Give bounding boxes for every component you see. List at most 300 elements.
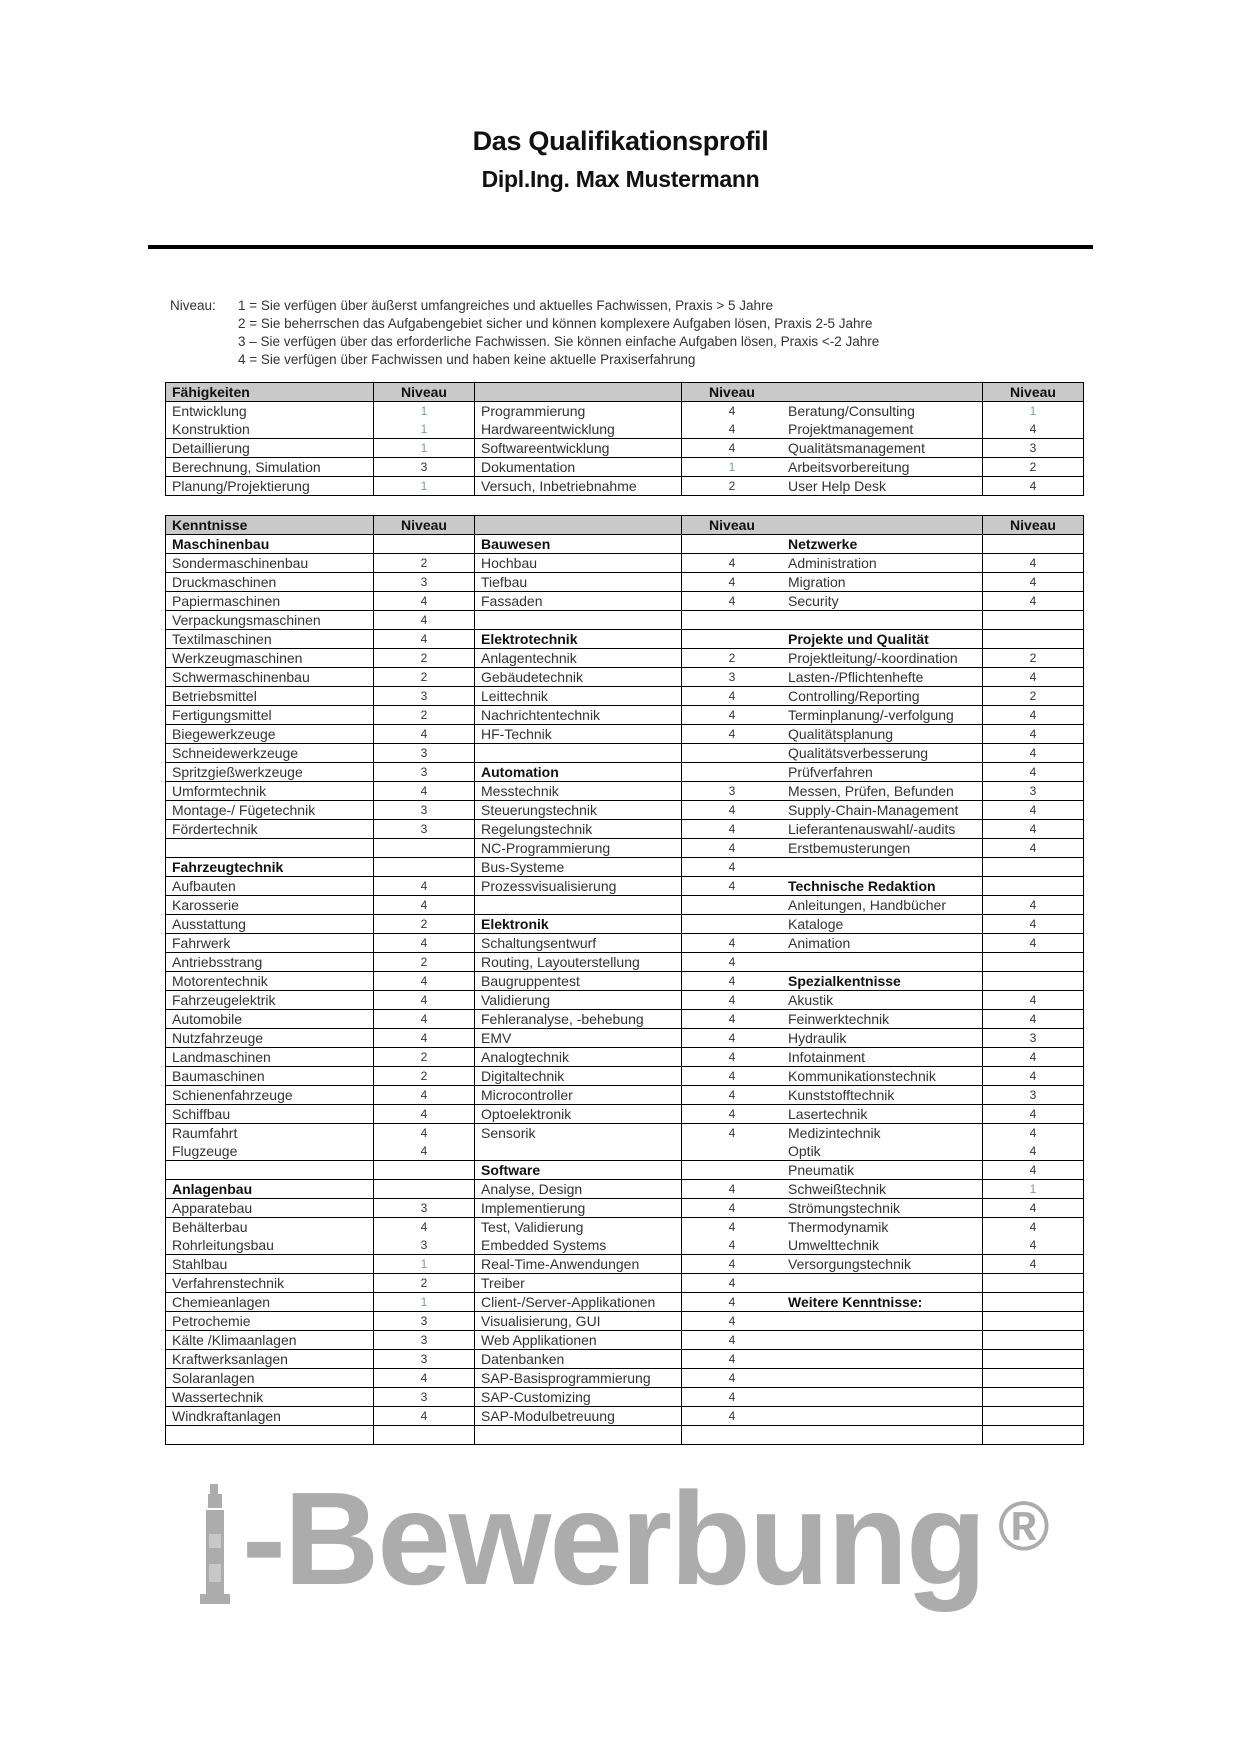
table-row (166, 1161, 1084, 1180)
niveau-cell (983, 535, 1084, 554)
table-row (166, 839, 1084, 858)
skill-name-cell: Analogtechnik (475, 1048, 682, 1067)
niveau-cell: 3 (374, 1312, 475, 1331)
niveau-cell (983, 972, 1084, 991)
niveau-cell: 4 (983, 915, 1084, 934)
skill-name-cell: SAP-Modulbetreuung (475, 1407, 682, 1426)
niveau-cell: 4 (682, 573, 783, 592)
skill-name-cell: Aufbauten (166, 877, 374, 896)
table-row (166, 1388, 1084, 1407)
skill-name-cell: Validierung (475, 991, 682, 1010)
skill-name-cell (782, 1407, 983, 1426)
niveau-cell: 4 (682, 839, 783, 858)
niveau-cell (682, 611, 783, 630)
niveau-cell: 1 (374, 477, 475, 496)
niveau-cell: 4 (983, 1142, 1084, 1161)
skill-name-cell: Security (782, 592, 983, 611)
table-row (166, 858, 1084, 877)
niveau-cell: 4 (983, 1010, 1084, 1029)
table-row (166, 991, 1084, 1010)
skill-name-cell: Landmaschinen (166, 1048, 374, 1067)
skill-name-cell (475, 611, 682, 630)
skill-name-cell: Lasertechnik (782, 1105, 983, 1124)
niveau-cell (374, 1161, 475, 1180)
niveau-cell (983, 1312, 1084, 1331)
table-row (166, 630, 1084, 649)
legend-line-4: 4 = Sie verfügen über Fachwissen und haben keine aktuelle Praxiserfahrung (238, 352, 696, 367)
skill-name-cell: SAP-Customizing (475, 1388, 682, 1407)
col-header-faehigkeiten: Fähigkeiten (166, 383, 374, 402)
niveau-cell (374, 858, 475, 877)
table-row (166, 877, 1084, 896)
skill-name-cell (782, 1331, 983, 1350)
niveau-cell: 4 (983, 1048, 1084, 1067)
niveau-cell: 2 (374, 1274, 475, 1293)
table-row (166, 439, 1084, 458)
niveau-cell (983, 877, 1084, 896)
niveau-cell: 4 (374, 611, 475, 630)
table-row (166, 915, 1084, 934)
table-row (166, 972, 1084, 991)
table-row (166, 611, 1084, 630)
registered-mark-icon: ® (998, 1487, 1050, 1565)
skill-name-cell (166, 1426, 374, 1445)
skill-name-cell: Schweißtechnik (782, 1180, 983, 1199)
table-row (166, 649, 1084, 668)
table-row (166, 1407, 1084, 1426)
niveau-cell: 4 (983, 706, 1084, 725)
skill-name-cell: Hochbau (475, 554, 682, 573)
skill-name-cell: Verpackungsmaschinen (166, 611, 374, 630)
skill-name-cell: Motorentechnik (166, 972, 374, 991)
niveau-cell: 1 (983, 1180, 1084, 1199)
niveau-cell: 4 (374, 1218, 475, 1237)
niveau-cell: 4 (374, 1369, 475, 1388)
skill-name-cell: Schienenfahrzeuge (166, 1086, 374, 1105)
skill-name-cell: Konstruktion (166, 420, 374, 439)
header-divider (148, 245, 1093, 249)
niveau-cell: 4 (682, 1010, 783, 1029)
niveau-cell: 4 (682, 592, 783, 611)
table-row (166, 592, 1084, 611)
table-row (166, 1048, 1084, 1067)
table-row (166, 706, 1084, 725)
niveau-cell: 4 (374, 725, 475, 744)
table-row (166, 1236, 1084, 1255)
skill-name-cell: Digitaltechnik (475, 1067, 682, 1086)
niveau-cell: 3 (983, 1029, 1084, 1048)
legend-line-3: 3 – Sie verfügen über das erforderliche Fachwissen. Sie können einfache Aufgaben lösen, Praxis <-2 Jahre (238, 334, 880, 349)
table-row (166, 1180, 1084, 1199)
category-heading-cell: Maschinenbau (166, 535, 374, 554)
table-row (166, 1293, 1084, 1312)
niveau-cell: 1 (374, 1255, 475, 1274)
skills-header-row (166, 383, 1084, 402)
knowledge-header-row (166, 516, 1084, 535)
niveau-cell: 2 (983, 649, 1084, 668)
niveau-cell: 4 (374, 972, 475, 991)
skill-name-cell (782, 858, 983, 877)
niveau-cell (682, 744, 783, 763)
skill-name-cell (782, 1350, 983, 1369)
skill-name-cell: Qualitätsverbesserung (782, 744, 983, 763)
niveau-cell: 4 (983, 896, 1084, 915)
niveau-cell: 2 (374, 706, 475, 725)
table-row (166, 573, 1084, 592)
skill-name-cell: Antriebsstrang (166, 953, 374, 972)
table-row (166, 1218, 1084, 1237)
niveau-cell: 3 (682, 782, 783, 801)
niveau-cell: 2 (374, 1048, 475, 1067)
skill-name-cell: Verfahrenstechnik (166, 1274, 374, 1293)
niveau-cell: 3 (374, 1350, 475, 1369)
skill-name-cell: Thermodynamik (782, 1218, 983, 1237)
table-row (166, 953, 1084, 972)
niveau-cell: 4 (374, 592, 475, 611)
skill-name-cell: Schiffbau (166, 1105, 374, 1124)
skill-name-cell: Baugruppentest (475, 972, 682, 991)
niveau-cell: 4 (682, 1029, 783, 1048)
niveau-cell: 1 (374, 402, 475, 421)
niveau-cell: 4 (983, 725, 1084, 744)
skill-name-cell: Fassaden (475, 592, 682, 611)
niveau-cell: 4 (374, 1086, 475, 1105)
col-header-blank (782, 383, 983, 402)
skill-name-cell: Automobile (166, 1010, 374, 1029)
skill-name-cell: Programmierung (475, 402, 682, 421)
niveau-cell (983, 630, 1084, 649)
skill-name-cell: Behälterbau (166, 1218, 374, 1237)
category-heading-cell: Projekte und Qualität (782, 630, 983, 649)
niveau-cell: 2 (374, 668, 475, 687)
skill-name-cell: Wassertechnik (166, 1388, 374, 1407)
niveau-cell: 4 (682, 1086, 783, 1105)
skill-name-cell: SAP-Basisprogrammierung (475, 1369, 682, 1388)
skill-name-cell: Fertigungsmittel (166, 706, 374, 725)
skill-name-cell: Textilmaschinen (166, 630, 374, 649)
table-row (166, 1255, 1084, 1274)
skill-name-cell: Projektleitung/-koordination (782, 649, 983, 668)
skill-name-cell: Prozessvisualisierung (475, 877, 682, 896)
niveau-cell: 4 (983, 1236, 1084, 1255)
niveau-cell: 4 (682, 1180, 783, 1199)
category-heading-cell: Elektronik (475, 915, 682, 934)
skill-name-cell: Sensorik (475, 1124, 682, 1143)
niveau-cell (682, 535, 783, 554)
skill-name-cell: Optik (782, 1142, 983, 1161)
niveau-cell: 4 (983, 991, 1084, 1010)
skill-name-cell: Anlagentechnik (475, 649, 682, 668)
skill-name-cell: Montage-/ Fügetechnik (166, 801, 374, 820)
niveau-cell: 3 (374, 763, 475, 782)
niveau-cell: 3 (983, 1086, 1084, 1105)
skill-name-cell: Flugzeuge (166, 1142, 374, 1161)
niveau-cell: 3 (374, 458, 475, 477)
niveau-cell: 4 (682, 1048, 783, 1067)
niveau-cell (983, 858, 1084, 877)
table-row (166, 420, 1084, 439)
skill-name-cell: Rohrleitungsbau (166, 1236, 374, 1255)
skill-name-cell: Treiber (475, 1274, 682, 1293)
table-row (166, 1274, 1084, 1293)
niveau-cell: 4 (682, 1388, 783, 1407)
niveau-cell: 4 (682, 858, 783, 877)
skill-name-cell: Lieferantenauswahl/-audits (782, 820, 983, 839)
skill-name-cell: Chemieanlagen (166, 1293, 374, 1312)
niveau-cell: 4 (374, 1124, 475, 1143)
niveau-cell: 3 (374, 801, 475, 820)
niveau-cell: 4 (983, 839, 1084, 858)
skill-name-cell: HF-Technik (475, 725, 682, 744)
niveau-cell: 3 (374, 820, 475, 839)
skill-name-cell: Qualitätsmanagement (782, 439, 983, 458)
skill-name-cell: Fördertechnik (166, 820, 374, 839)
skill-name-cell (166, 1161, 374, 1180)
niveau-cell: 4 (682, 953, 783, 972)
niveau-cell: 3 (374, 687, 475, 706)
niveau-cell: 1 (682, 458, 783, 477)
skill-name-cell: Akustik (782, 991, 983, 1010)
niveau-cell: 4 (983, 820, 1084, 839)
niveau-cell: 4 (682, 1350, 783, 1369)
niveau-cell: 4 (983, 477, 1084, 496)
table-row (166, 820, 1084, 839)
niveau-cell: 4 (983, 668, 1084, 687)
skill-name-cell: Datenbanken (475, 1350, 682, 1369)
page-title: Das Qualifikationsprofil (472, 126, 769, 156)
niveau-cell: 4 (374, 1142, 475, 1161)
niveau-cell: 3 (983, 439, 1084, 458)
skill-name-cell: Druckmaschinen (166, 573, 374, 592)
niveau-cell (983, 611, 1084, 630)
skill-name-cell: Apparatebau (166, 1199, 374, 1218)
niveau-cell: 4 (983, 934, 1084, 953)
niveau-cell: 4 (983, 801, 1084, 820)
skill-name-cell (475, 1426, 682, 1445)
niveau-cell: 4 (682, 687, 783, 706)
niveau-cell: 4 (983, 1124, 1084, 1143)
table-row (166, 1067, 1084, 1086)
skill-name-cell: Solaranlagen (166, 1369, 374, 1388)
niveau-cell (983, 1407, 1084, 1426)
niveau-cell (983, 1369, 1084, 1388)
niveau-cell (983, 1331, 1084, 1350)
skill-name-cell: EMV (475, 1029, 682, 1048)
niveau-cell (682, 915, 783, 934)
niveau-cell: 4 (682, 439, 783, 458)
niveau-cell: 4 (682, 1369, 783, 1388)
niveau-cell: 4 (682, 1274, 783, 1293)
niveau-cell (374, 535, 475, 554)
skill-name-cell: Umformtechnik (166, 782, 374, 801)
col-header-kenntnisse: Kenntnisse (166, 516, 374, 535)
niveau-cell: 4 (682, 1331, 783, 1350)
table-row (166, 1124, 1084, 1143)
col-header-blank (782, 516, 983, 535)
niveau-cell (374, 1180, 475, 1199)
table-row (166, 934, 1084, 953)
skill-name-cell: Fahrwerk (166, 934, 374, 953)
table-row (166, 1142, 1084, 1161)
col-header-niveau: Niveau (374, 383, 475, 402)
niveau-cell: 4 (374, 1407, 475, 1426)
niveau-cell: 2 (983, 687, 1084, 706)
legend-lines (238, 297, 879, 369)
skill-name-cell: Pneumatik (782, 1161, 983, 1180)
table-row (166, 1369, 1084, 1388)
niveau-cell: 4 (983, 744, 1084, 763)
col-header-blank (475, 383, 682, 402)
skill-name-cell (782, 1426, 983, 1445)
skill-name-cell: Messtechnik (475, 782, 682, 801)
skill-name-cell: Infotainment (782, 1048, 983, 1067)
skill-name-cell: Administration (782, 554, 983, 573)
niveau-cell (983, 1388, 1084, 1407)
niveau-cell (983, 953, 1084, 972)
table-row (166, 477, 1084, 496)
skill-name-cell: Karosserie (166, 896, 374, 915)
skill-name-cell: Detaillierung (166, 439, 374, 458)
table-row (166, 458, 1084, 477)
table-row (166, 1199, 1084, 1218)
niveau-cell: 3 (374, 1236, 475, 1255)
niveau-cell (374, 1426, 475, 1445)
niveau-cell (682, 1142, 783, 1161)
table-row (166, 535, 1084, 554)
niveau-cell (682, 1161, 783, 1180)
table-row (166, 1105, 1084, 1124)
niveau-cell: 4 (983, 573, 1084, 592)
niveau-cell: 4 (728, 404, 736, 418)
skill-name-cell: Test, Validierung (475, 1218, 682, 1237)
skill-name-cell: Steuerungstechnik (475, 801, 682, 820)
col-header-niveau: Niveau (682, 383, 783, 402)
category-heading-cell: Netzwerke (782, 535, 983, 554)
niveau-cell: 4 (682, 1067, 783, 1086)
skill-name-cell: Migration (782, 573, 983, 592)
col-header-niveau: Niveau (983, 383, 1084, 402)
skill-name-cell: Medizintechnik (782, 1124, 983, 1143)
category-heading-cell: Anlagenbau (166, 1180, 374, 1199)
skill-name-cell: Prüfverfahren (782, 763, 983, 782)
niveau-cell: 1 (374, 420, 475, 439)
skill-name-cell: Softwareentwicklung (475, 439, 682, 458)
niveau-cell: 4 (983, 1199, 1084, 1218)
skill-name-cell: Sondermaschinenbau (166, 554, 374, 573)
niveau-cell: 4 (374, 782, 475, 801)
niveau-cell: 4 (983, 1067, 1084, 1086)
skill-name-cell: Strömungstechnik (782, 1199, 983, 1218)
skill-name-cell: Stahlbau (166, 1255, 374, 1274)
niveau-cell: 4 (374, 934, 475, 953)
niveau-cell: 2 (374, 915, 475, 934)
skill-name-cell: User Help Desk (782, 477, 983, 496)
skill-name-cell: Petrochemie (166, 1312, 374, 1331)
category-heading-cell: Spezialkentnisse (782, 972, 983, 991)
table-row (166, 687, 1084, 706)
skill-name-cell: Planung/Projektierung (166, 477, 374, 496)
niveau-cell: 2 (374, 554, 475, 573)
niveau-cell: 4 (374, 896, 475, 915)
skill-name-cell: Controlling/Reporting (782, 687, 983, 706)
niveau-cell: 3 (983, 782, 1084, 801)
niveau-cell: 4 (682, 1255, 783, 1274)
skill-name-cell: Fahrzeugelektrik (166, 991, 374, 1010)
niveau-cell: 4 (682, 877, 783, 896)
skill-name-cell (782, 1312, 983, 1331)
skill-name-cell: Analyse, Design (475, 1180, 682, 1199)
niveau-cell: 2 (374, 1067, 475, 1086)
skill-name-cell: Embedded Systems (475, 1236, 682, 1255)
skills-table (165, 382, 1084, 496)
skill-name-cell: Baumaschinen (166, 1067, 374, 1086)
skill-name-cell: Routing, Layouterstellung (475, 953, 682, 972)
table-row (166, 763, 1084, 782)
category-heading-cell: Fahrzeugtechnik (166, 858, 374, 877)
skill-name-cell: Windkraftanlagen (166, 1407, 374, 1426)
niveau-cell: 2 (983, 458, 1084, 477)
niveau-cell (682, 896, 783, 915)
table-row (166, 1086, 1084, 1105)
niveau-cell: 4 (374, 877, 475, 896)
niveau-cell: 4 (682, 1407, 783, 1426)
skill-name-cell: Microcontroller (475, 1086, 682, 1105)
table-row (166, 402, 1084, 421)
table-row (166, 1010, 1084, 1029)
niveau-cell: 4 (682, 820, 783, 839)
skill-name-cell: Fehleranalyse, -behebung (475, 1010, 682, 1029)
niveau-cell: 4 (682, 991, 783, 1010)
niveau-cell: 4 (682, 972, 783, 991)
niveau-cell: 3 (374, 744, 475, 763)
skill-name-cell: Gebäudetechnik (475, 668, 682, 687)
skill-name-cell: Hardwareentwicklung (475, 420, 682, 439)
skill-name-cell: Kraftwerksanlagen (166, 1350, 374, 1369)
skill-name-cell: Supply-Chain-Management (782, 801, 983, 820)
niveau-cell: 4 (682, 420, 783, 439)
skill-name-cell: Visualisierung, GUI (475, 1312, 682, 1331)
niveau-cell (983, 1350, 1084, 1369)
table-row (166, 668, 1084, 687)
niveau-cell: 4 (983, 1218, 1084, 1237)
skill-name-cell: Client-/Server-Applikationen (475, 1293, 682, 1312)
niveau-cell: 4 (682, 1312, 783, 1331)
niveau-cell: 4 (374, 1010, 475, 1029)
niveau-cell: 4 (682, 554, 783, 573)
skill-name-cell: Anleitungen, Handbücher (782, 896, 983, 915)
niveau-cell (983, 1293, 1084, 1312)
skill-name-cell: Arbeitsvorbereitung (782, 458, 983, 477)
niveau-cell: 2 (374, 953, 475, 972)
niveau-cell: 2 (682, 649, 783, 668)
table-row (166, 1350, 1084, 1369)
skill-name-cell: Erstbemusterungen (782, 839, 983, 858)
niveau-cell: 4 (728, 1126, 736, 1140)
category-heading-cell: Software (475, 1161, 682, 1180)
niveau-cell (983, 1274, 1084, 1293)
skill-name-cell: Versuch, Inbetriebnahme (475, 477, 682, 496)
col-header-niveau: Niveau (983, 516, 1084, 535)
table-row (166, 1331, 1084, 1350)
skill-name-cell: Regelungstechnik (475, 820, 682, 839)
lighthouse-icon (198, 1484, 232, 1604)
col-header-niveau: Niveau (374, 516, 475, 535)
skill-name-cell: Optoelektronik (475, 1105, 682, 1124)
legend-label: Niveau: (170, 298, 216, 313)
table-row (166, 801, 1084, 820)
niveau-cell: 4 (682, 934, 783, 953)
skill-name-cell: Projektmanagement (782, 420, 983, 439)
